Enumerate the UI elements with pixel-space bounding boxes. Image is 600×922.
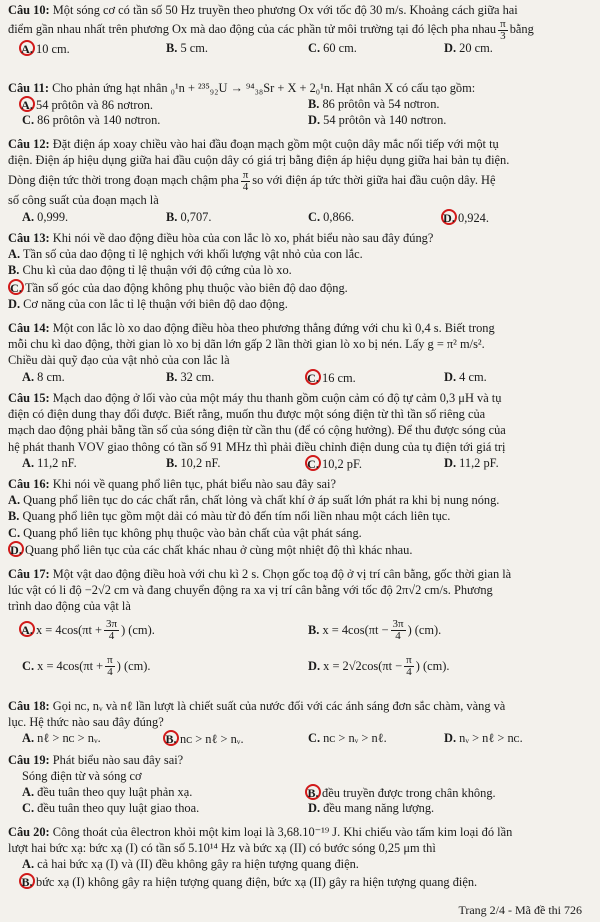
- question-text: Một sóng cơ có tần số 50 Hz truyền theo phương Ox với tốc độ 30 m/s. Khoảng cách giữa hai: [52, 3, 518, 17]
- options-row: [8, 369, 592, 385]
- option-c[interactable]: C. 0,866.: [308, 209, 355, 224]
- fraction: $\frac{\pi}{4}$: [242, 169, 249, 193]
- option-a[interactable]: A. 10 cm.: [22, 40, 70, 57]
- option-b[interactable]: B. 5 cm.: [166, 41, 209, 56]
- option-c[interactable]: C. Tần số góc của dao động không phụ thuộc vào biên độ dao động.: [8, 279, 592, 296]
- option-a[interactable]: A. 8 cm.: [22, 369, 65, 384]
- fraction: $\frac{\pi}{4}$: [107, 654, 113, 679]
- question-18: Câu 18: Gọi nᴄ, nᵥ và nℓ lần lượt là chiết suất của nước đối với các ánh sáng đơn sắc chàm, vàng và lục. Hệ thức nào sau đây đúng? A. nℓ > nᴄ > nᵥ. B. nᴄ > nℓ > nᵥ. C. nᴄ > nᵥ > nℓ. D. nᵥ > nℓ > nᴄ.: [8, 698, 592, 746]
- options-row: [8, 730, 592, 746]
- question-13: [8, 230, 592, 312]
- option-b[interactable]: B. 0,707.: [166, 209, 212, 224]
- question-15: Câu 15: Mạch dao động ở lối vào của một máy thu thanh gồm cuộn cảm có độ tự cảm 0,3 μH và tụ điện có điện dung thay đổi được. Biết rằng, muốn thu được một sóng điện từ thì tần số riêng của mạch dao động phải bằng tần số của sóng điện từ cần thu (để có cộng hưởng). Để thu được sóng của hệ phát thanh VOV giao thông có tần số 91 MHz thì phải điều chỉnh điện dung của tụ điện tới giá trị A. 11,2 nF. B. 10,2 nF. C. 10,2 pF. D. 11,2 pF.: [8, 390, 592, 471]
- fraction: $\frac{\pi}{4}$: [406, 654, 412, 679]
- options-row: [8, 615, 592, 645]
- question-17: Câu 17: Một vật dao động điều hoà với chu kì 2 s. Chọn gốc toạ độ ở vị trí cân bằng, gốc thời gian là lúc vật có li độ −2√2 cm và đang chuyển động ra xa vị trí cân bằng với tốc độ 2π√2 cm/s. Phương trình dao động của vật là A. x = 4cos(πt + $\frac{3\pi}{4}$ ) (cm). B. x = 4cos(πt − $\frac{3\pi}{4}$ ) (cm). C. x = 4cos(πt + $\frac{\pi}{4}$ ) (cm). D. x = 2√2cos(πt − $\frac{\pi}{4}$ ) (cm).: [8, 566, 592, 681]
- options-row: [8, 96, 592, 112]
- option-d[interactable]: D. 20 cm.: [444, 41, 493, 56]
- question-text: Cho phản ứng hạt nhân ₀¹n + ²³⁵₉₂U → ⁹⁴₃₈Sr + X + 2₀¹n. Hạt nhân X có cấu tạo gồm:: [52, 81, 476, 95]
- option-c[interactable]: C. 86 prôtôn và 140 nơtron.: [22, 113, 161, 128]
- question-text: Gọi nᴄ, nᵥ và nℓ lần lượt là chiết suất của nước đối với các ánh sáng đơn sắc chàm, vàng và: [52, 699, 506, 713]
- question-label: Câu 18:: [8, 699, 50, 713]
- question-20: Câu 20: Công thoát của êlectron khỏi một kim loại là 3,68.10⁻¹⁹ J. Khi chiếu vào tấm kim loại đó lần lượt hai bức xạ: bức xạ (I) có tần số 5.10¹⁴ Hz và bức xạ (II) có bước sóng 0,25 μm thì A. cả hai bức xạ (I) và (II) đều không gây ra hiện tượng quang điện. B. bức xạ (I) không gây ra hiện tượng quang điện, bức xạ (II) gây ra hiện tượng quang điện.: [8, 824, 592, 890]
- option-a[interactable]: A. x = 4cos(πt + $\frac{3\pi}{4}$ ) (cm).: [22, 615, 155, 645]
- option-c[interactable]: C. 16 cm.: [308, 369, 356, 386]
- question-text: Mạch dao động ở lối vào của một máy thu thanh gồm cuộn cảm có độ tự cảm 0,3 μH và tụ: [52, 391, 502, 405]
- options-row: [8, 112, 592, 128]
- option-d[interactable]: D. 4 cm.: [444, 369, 487, 384]
- option-a[interactable]: A. Quang phổ liên tục do các chất rắn, chất lỏng và chất khí ở áp suất lớn phát ra khi bị nung nóng.: [8, 493, 500, 508]
- option-b[interactable]: B. x = 4cos(πt − $\frac{3\pi}{4}$ ) (cm).: [308, 618, 442, 643]
- question-label: Câu 14:: [8, 321, 50, 335]
- question-label: Câu 20:: [8, 825, 50, 839]
- question-label: Câu 15:: [8, 391, 50, 405]
- question-16: [8, 476, 592, 558]
- question-text: Khi nói về dao động điều hòa của con lắc lò xo, phát biểu nào sau đây đúng?: [52, 231, 434, 245]
- question-text: Phát biểu nào sau đây sai?: [52, 753, 184, 767]
- options-row: [8, 800, 592, 816]
- option-c[interactable]: C. 10,2 pF.: [308, 455, 362, 472]
- question-label: Câu 10:: [8, 3, 50, 17]
- option-c[interactable]: C. 60 cm.: [308, 41, 357, 56]
- question-text: Công thoát của êlectron khỏi một kim loại là 3,68.10⁻¹⁹ J. Khi chiếu vào tấm kim loại đó lần: [52, 825, 513, 839]
- option-a[interactable]: A. Tần số của dao động tỉ lệ nghịch với khối lượng vật nhỏ của con lắc.: [8, 247, 363, 262]
- option-b[interactable]: B. bức xạ (I) không gây ra hiện tượng quang điện, bức xạ (II) gây ra hiện tượng quang điện.: [8, 873, 592, 890]
- option-a[interactable]: A. đều tuân theo quy luật phản xạ.: [22, 785, 193, 800]
- question-10: Câu 10: Một sóng cơ có tần số 50 Hz truyền theo phương Ox với tốc độ 30 m/s. Khoảng cách giữa hai điểm gần nhau nhất trên phương Ox mà dao động của các phần tử môi trường tại đó lệch pha nhau $\frac{\pi}{3}$ bằng A. 10 cm. B. 5 cm. C. 60 cm. D. 20 cm.: [8, 2, 592, 56]
- option-c[interactable]: C. Quang phổ liên tục không phụ thuộc vào bản chất của vật phát sáng.: [8, 525, 362, 540]
- options-row: [8, 784, 592, 800]
- option-d[interactable]: D. 11,2 pF.: [444, 455, 499, 470]
- question-label: Câu 13:: [8, 231, 50, 245]
- fraction: $\frac{3\pi}{4}$: [106, 618, 118, 643]
- option-b[interactable]: B. đều truyền được trong chân không.: [308, 784, 496, 801]
- question-text: Một vật dao động điều hoà với chu kì 2 s. Chọn gốc toạ độ ở vị trí cân bằng, gốc thời gian là: [52, 567, 512, 581]
- question-14: Câu 14: Một con lắc lò xo dao động điều hòa theo phương thẳng đứng với chu kì 0,4 s. Biết trong mỗi chu kì dao động, thời gian lò xo bị dãn lớn gấp 2 lần thời gian lò xo bị nén. Lấy g = π² m/s². Chiều dài quỹ đạo của vật nhỏ của con lắc là A. 8 cm. B. 32 cm. C. 16 cm. D. 4 cm.: [8, 320, 592, 385]
- question-text: Khi nói về quang phổ liên tục, phát biểu nào sau đây sai?: [52, 477, 336, 491]
- fraction: $\frac{3\pi}{4}$: [392, 618, 404, 643]
- question-text: Một con lắc lò xo dao động điều hòa theo phương thẳng đứng với chu kì 0,4 s. Biết trong: [52, 321, 495, 335]
- question-12: Câu 12: Đặt điện áp xoay chiều vào hai đầu đoạn mạch gồm một cuộn dây mắc nối tiếp với một tụ điện. Điện áp hiệu dụng giữa hai đầu cuộn dây có giá trị bằng điện áp hiệu dụng giữa hai bản tụ điện. Dòng điện tức thời trong đoạn mạch chậm pha $\frac{\pi}{4}$ so với điện áp tức thời giữa hai đầu cuộn dây. Hệ số công suất của đoạn mạch là A. 0,999. B. 0,707. C. 0,866. D. 0,924.: [8, 136, 592, 225]
- option-a[interactable]: A. 11,2 nF.: [22, 455, 77, 470]
- option-b[interactable]: B. nᴄ > nℓ > nᵥ.: [166, 730, 244, 747]
- question-label: Câu 16:: [8, 477, 50, 491]
- option-c[interactable]: C. nᴄ > nᵥ > nℓ.: [308, 731, 387, 746]
- question-19: Câu 19: Phát biểu nào sau đây sai? Sóng điện từ và sóng cơ A. đều tuân theo quy luật phản xạ. B. đều truyền được trong chân không. C. đều tuân theo quy luật giao thoa. D. đều mang năng lượng.: [8, 752, 592, 816]
- option-b[interactable]: B. 10,2 nF.: [166, 455, 221, 470]
- option-c[interactable]: C. x = 4cos(πt + $\frac{\pi}{4}$ ) (cm).: [22, 654, 151, 679]
- question-label: Câu 19:: [8, 753, 50, 767]
- options-row: [8, 40, 592, 56]
- option-d[interactable]: D. nᵥ > nℓ > nᴄ.: [444, 731, 523, 746]
- option-a[interactable]: A. cả hai bức xạ (I) và (II) đều không gây ra hiện tượng quang điện.: [22, 857, 359, 872]
- option-d[interactable]: D. 54 prôtôn và 140 nơtron.: [308, 113, 447, 128]
- option-b[interactable]: B. 32 cm.: [166, 369, 215, 384]
- option-a[interactable]: A. 54 prôtôn và 86 nơtron.: [22, 96, 153, 113]
- question-text: điểm gần nhau nhất trên phương Ox mà dao động của các phần tử môi trường tại đó lệch pha nhau: [8, 22, 497, 37]
- fraction: $\frac{\pi}{3}$: [500, 18, 506, 41]
- question-label: Câu 12:: [8, 137, 50, 151]
- option-c[interactable]: C. đều tuân theo quy luật giao thoa.: [22, 801, 200, 816]
- option-b[interactable]: B. Chu kì của dao động tỉ lệ thuận với độ cứng của lò xo.: [8, 263, 292, 278]
- options-row: [8, 651, 592, 681]
- options-row: [8, 455, 592, 471]
- option-a[interactable]: A. nℓ > nᴄ > nᵥ.: [22, 731, 101, 746]
- option-d[interactable]: D. Quang phổ liên tục của các chất khác nhau ở cùng một nhiệt độ thì khác nhau.: [8, 541, 592, 558]
- option-d[interactable]: D. Cơ năng của con lắc tỉ lệ thuận với biên độ dao động.: [8, 296, 288, 311]
- page-footer: Trang 2/4 - Mã đề thi 726: [458, 902, 582, 917]
- question-11: [8, 80, 592, 128]
- options-row: [8, 209, 592, 225]
- question-text: Đặt điện áp xoay chiều vào hai đầu đoạn mạch gồm một cuộn dây mắc nối tiếp với một tụ: [52, 137, 499, 151]
- option-b[interactable]: B. 86 prôtôn và 54 nơtron.: [308, 97, 440, 112]
- question-label: Câu 17:: [8, 567, 50, 581]
- option-d[interactable]: D. đều mang năng lượng.: [308, 801, 435, 816]
- question-text: điện. Điện áp hiệu dụng giữa hai đầu cuộn dây có giá trị bằng điện áp hiệu dụng giữa hai bản tụ điện.: [8, 153, 510, 168]
- option-a[interactable]: A. 0,999.: [22, 209, 69, 224]
- option-d[interactable]: D. 0,924.: [444, 209, 489, 226]
- option-d[interactable]: D. x = 2√2cos(πt − $\frac{\pi}{4}$ ) (cm).: [308, 654, 450, 679]
- question-label: Câu 11:: [8, 81, 49, 95]
- option-b[interactable]: B. Quang phổ liên tục gồm một dải có màu từ đỏ đến tím nối liền nhau một cách liên tục.: [8, 509, 451, 524]
